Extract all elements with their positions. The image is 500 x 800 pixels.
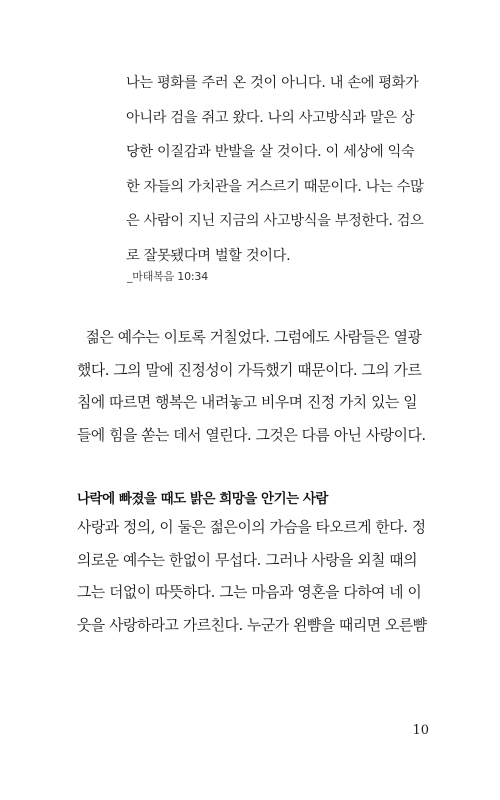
quote-citation: _마태복음 10:34 (127, 270, 209, 283)
body-line: 했다. 그의 말에 진정성이 가득했기 때문이다. 그의 가르 (77, 361, 422, 379)
body-line: 들에 힘을 쏟는 데서 열린다. 그것은 다름 아닌 사랑이다. (77, 426, 426, 444)
body-line: 의로운 예수는 한없이 무섭다. 그러나 사랑을 외칠 때의 (77, 551, 418, 569)
body-paragraph-1 (77, 322, 426, 452)
body-line: 그는 더없이 따뜻하다. 그는 마음과 영혼을 다하여 네 이 (77, 584, 422, 601)
quote-line: 은 사람이 지닌 지금의 사고방식을 부정한다. 검으 (126, 213, 424, 229)
body-line: 웃을 사랑하라고 가르친다. 누군가 왼뺨을 때리면 오른뺨 (77, 616, 427, 634)
quote-line: 로 잘못됐다며 벌할 것이다. (126, 247, 291, 264)
quote-line: 한 자들의 가치관을 거스르기 때문이다. 나는 수많 (126, 178, 424, 195)
quote-line: 당한 이질감과 반발을 살 것이다. 이 세상에 익숙 (126, 144, 415, 160)
quote-line: 아니라 검을 쥐고 왔다. 나의 사고방식과 말은 상 (126, 109, 415, 126)
quote-line: 나는 평화를 주러 온 것이 아니다. 내 손에 평화가 (126, 75, 419, 91)
body-line: 침에 따르면 행복은 내려놓고 비우며 진정 가치 있는 일 (77, 394, 418, 411)
quote-block (126, 66, 424, 273)
body-line: 젊은 예수는 이토록 거칠었다. 그럼에도 사람들은 열광 (77, 329, 422, 346)
body-paragraph-2 (77, 512, 427, 642)
page-number: 10 (412, 723, 429, 738)
section-heading: 나락에 빠졌을 때도 밝은 희망을 안기는 사람 (77, 491, 328, 507)
body-line: 사랑과 정의, 이 둘은 젊은이의 가슴을 타오르게 한다. 정 (77, 519, 426, 536)
